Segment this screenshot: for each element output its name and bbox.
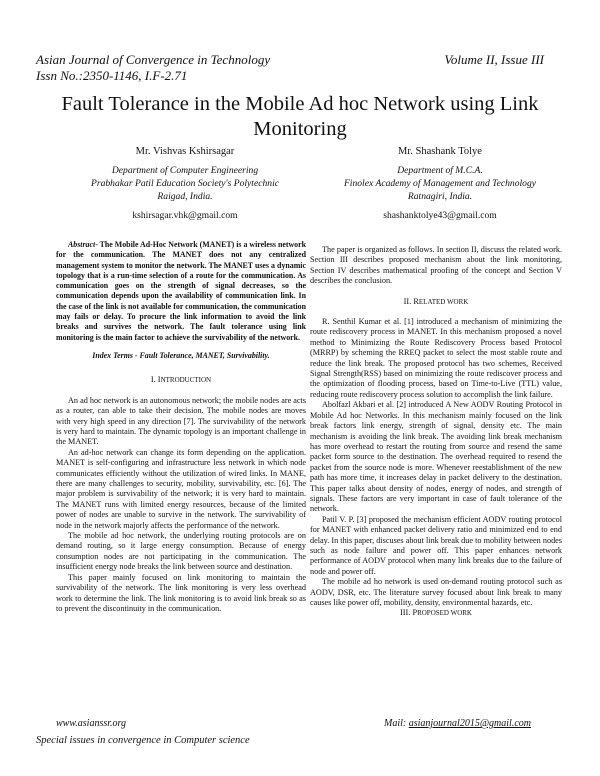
intro-paragraph: The mobile ad hoc network, the underlying routing protocols are on demand routing, so it large energy consumption. Because of energy consumption nodes are not participating in the communication. The insufficient energy node breaks the link between source and destination.	[56, 531, 306, 572]
intro-paragraph: This paper mainly focused on link monitoring to maintain the survivability of the network. The link monitoring is very less overhead work to determine the link. The link monitoring is to avoid link break so as to prevent the discontinuity in the communication.	[56, 572, 306, 613]
author-name: Mr. Shashank Tolye	[398, 146, 482, 157]
author-affiliation-line: Department of Computer Engineering	[111, 165, 259, 176]
author-block-2	[318, 145, 562, 222]
related-work-paragraph: R. Senthil Kumar et al. [1] introduced a mechanism of minimizing the route rediscovery process in MANET. In this mechanism proposed a novel method to Minimizing the Route Rediscovery Process based Protocol (MRRP) by scheming the RREQ packet to select the most stable route and reduce the link break. The proposed protocol has two schemes, Received Signal Strength(RSS) based on minimizing the route rediscover process and the optimization of flooding process, based on Time-to-Live (TTL) value, reducing route rediscovery process solution to accomplish the link failure.	[310, 317, 562, 399]
related-work-paragraph: Abolfazl Akbari et al. [2] introduced A New AODV Routing Protocol in Mobile Ad hoc Networks. In this mechanism mainly focused on the link break factors link energy, strength of signal, density etc. The main mechanism is avoiding the link break. The avoiding link break mechanism has more overhead to restart the routing from source and resend the same packet form source to the destination. The overhead required to resend the packet from the source node is more. Whenever reestablishment of the new path has more time, it increases delay in packet delivery to the destination. This paper talks about density of nodes, energy of nodes, and strength of signals. These factors are very important in case of fault tolerance of the network.	[310, 400, 562, 514]
footer-special-issue: Special issues in convergence in Computer science	[36, 735, 250, 746]
author-affiliation-line: Prabhakar Patil Education Society's Polytechnic	[90, 178, 279, 189]
organization-paragraph: The paper is organized as follows. In section II, discuss the related work. Section III describes proposed mechanism about the link monitoring, Section IV describes mathematical proofing of the concept and Section V describes the conclusion.	[310, 245, 562, 286]
author-email: kshirsagar.vhk@gmail.com	[132, 210, 238, 221]
footer-mail-link[interactable]: asianjournal2015@gmail.com	[408, 718, 531, 729]
author-affiliation-line: Finolex Academy of Management and Technology	[343, 178, 537, 189]
author-affiliation-line: Raigad, India.	[157, 191, 213, 202]
author-affiliation-line: Department of M.C.A.	[397, 165, 483, 176]
intro-paragraph: An ad hoc network is an autonomous network; the mobile nodes are acts as a router, can able to take their decision. The mobile nodes are moves with very high speed in any direction [7]. The survivability of the network is very hard to maintain. The dynamic topology is an important challenge in the MANET.	[56, 395, 306, 447]
section-heading-proposed-work: III. PROPOSED WORK	[400, 608, 472, 618]
abstract-text: - The Mobile Ad-Hoc Network (MANET) is a wireless network for the communication. The MANET does not any centralized management system to monitor the network. The MANET uses a dynamic topology that is a run-time selection of a route for the communication. As communication goes on the strength of signal decreases, so the communication depends upon the availability of communication link. In the case of the link is not available for communication, the communication may fails or delay. To procure the link information to avoid the link breaks and survives the network. The fault tolerance using link monitoring is the main factor to achieve the survivability of the network.	[56, 240, 306, 342]
related-work-paragraph: Patil V. P. [3] proposed the mechanism efficient AODV routing protocol for MANET with enhanced packet delivery ratio and minimized end to end delay. In this paper, discuses about link break due to mobility between nodes such as node failure and power off. This paper enhances network performance of AODV protocol when many link breaks due to the failure of node and power off.	[310, 514, 562, 576]
abstract-label: Abstract	[68, 240, 96, 249]
right-column	[310, 245, 562, 619]
author-affiliation-line: Ratnagiri, India.	[407, 191, 473, 202]
footer-mail: Mail: asianjournal2015@gmail.com	[384, 718, 531, 729]
left-column	[56, 240, 306, 614]
author-name: Mr. Vishvas Kshirsagar	[135, 146, 235, 157]
abstract	[56, 240, 306, 343]
issn: Issn No.:2350-1146, I.F-2.71	[36, 68, 188, 83]
author-block-1	[56, 145, 314, 222]
footer-website: www.asianssr.org	[56, 718, 127, 729]
section-heading-related-work: II. RELATED WORK	[403, 296, 469, 306]
related-work-paragraph: The mobile ad ho network is used on-demand routing protocol such as AODV, DSR, etc. The literature survey focused about link break to many causes like power off, mobility, density, environmental hazards, etc.	[310, 577, 562, 607]
volume-issue: Volume II, Issue III	[444, 52, 544, 67]
paper-title: Fault Tolerance in the Mobile Ad hoc Network using Link Monitoring	[61, 93, 539, 140]
journal-name: Asian Journal of Convergence in Technology	[36, 52, 271, 67]
intro-paragraph: An ad-hoc network can change its form depending on the application. MANET is self-configuring and infrastructure less network in which node communicates efficiently without the utilization of wired links. In MANE, there are many challenges to security, mobility, survivability, etc. [6]. The major problem is survivability of the network; it is very hard to maintain. The MANET runs with limited energy resources, because of the limited power of nodes are unable to survive in the network. The survivability of node in the network majorly affects the performance of the network.	[56, 447, 306, 530]
index-terms: Index Terms - Fault Tolerance, MANET, Survivability.	[92, 350, 270, 360]
section-heading-introduction: I. INTRODUCTION	[150, 375, 212, 385]
author-email: shashanktolye43@gmail.com	[383, 210, 497, 221]
